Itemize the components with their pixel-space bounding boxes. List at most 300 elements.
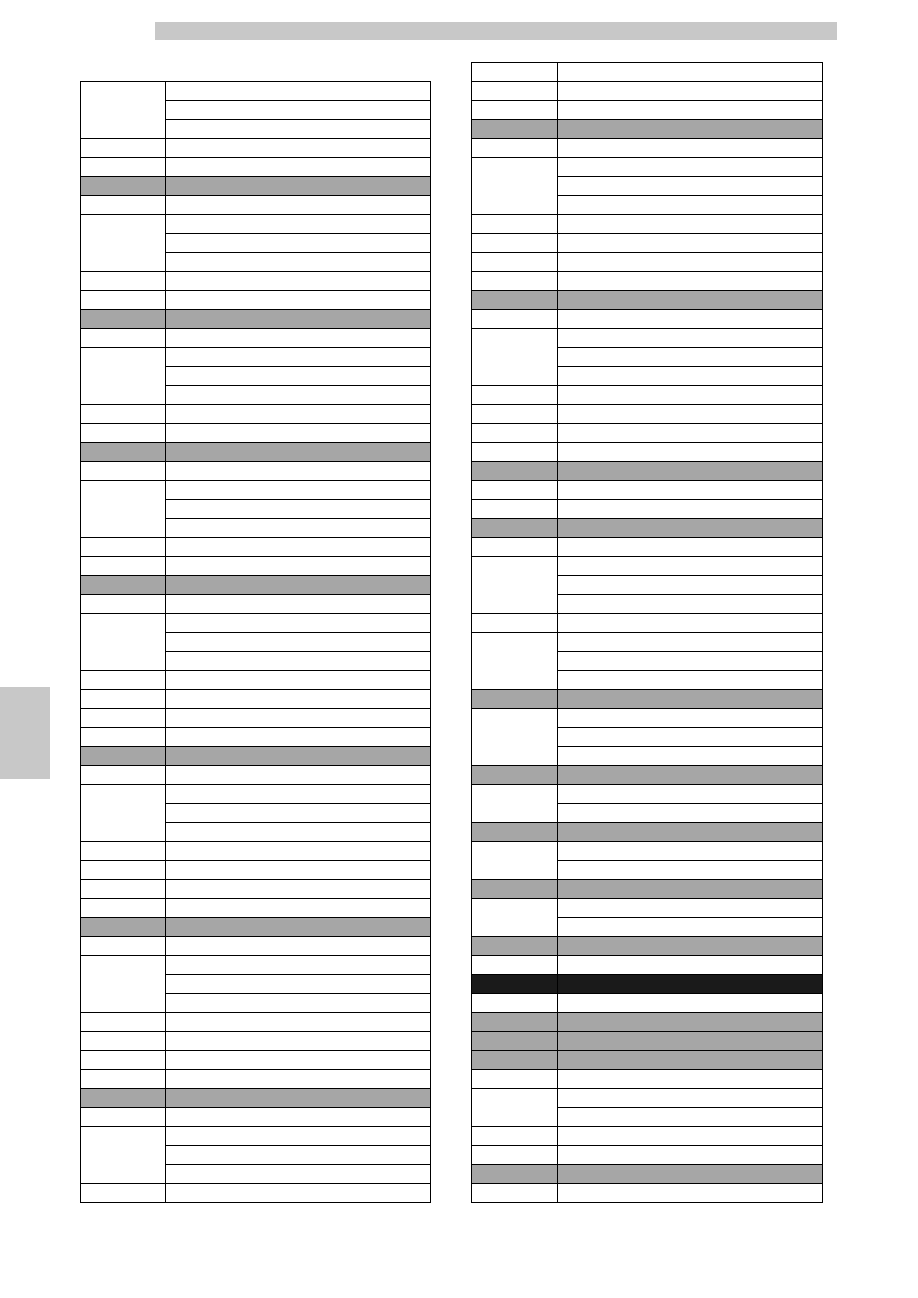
value-cell [166, 633, 431, 652]
value-cell [166, 1184, 431, 1203]
value-cell [558, 652, 823, 671]
value-cell [558, 576, 823, 595]
label-cell [472, 880, 558, 899]
label-cell [472, 1146, 558, 1165]
value-cell [558, 538, 823, 557]
section-header-row [472, 937, 823, 956]
table-row [81, 937, 431, 956]
value-cell [558, 101, 823, 120]
group-label-cell [81, 1127, 166, 1184]
label-cell [81, 880, 166, 899]
table-row [472, 234, 823, 253]
value-cell [558, 177, 823, 196]
table-row [472, 139, 823, 158]
section-header-row [472, 291, 823, 310]
value-cell [166, 177, 431, 196]
value-cell [166, 918, 431, 937]
table-row [472, 101, 823, 120]
value-cell [166, 595, 431, 614]
label-cell [472, 253, 558, 272]
left-table [80, 81, 431, 1203]
section-header-row [81, 310, 431, 329]
value-cell [558, 728, 823, 747]
value-cell [558, 443, 823, 462]
section-header-row [81, 177, 431, 196]
label-cell [81, 918, 166, 937]
value-cell [558, 956, 823, 975]
value-cell [558, 120, 823, 139]
label-cell [472, 1070, 558, 1089]
label-cell [81, 462, 166, 481]
table-row [472, 899, 823, 918]
value-cell [166, 766, 431, 785]
table-row [472, 785, 823, 804]
table-row [81, 671, 431, 690]
value-cell [166, 1013, 431, 1032]
label-cell [81, 1051, 166, 1070]
value-cell [558, 272, 823, 291]
table-row [472, 272, 823, 291]
value-cell [558, 82, 823, 101]
value-cell [558, 500, 823, 519]
value-cell [166, 1051, 431, 1070]
group-label-cell [472, 557, 558, 614]
table-row [472, 557, 823, 576]
table-row [81, 595, 431, 614]
table-row [472, 538, 823, 557]
value-cell [558, 1032, 823, 1051]
table-row [472, 82, 823, 101]
table-row [81, 1013, 431, 1032]
label-cell [81, 557, 166, 576]
table-row [81, 728, 431, 747]
value-cell [166, 234, 431, 253]
table-row [81, 462, 431, 481]
label-cell [81, 1108, 166, 1127]
table-row [81, 1127, 431, 1146]
section-header-row [81, 747, 431, 766]
label-cell [81, 291, 166, 310]
label-cell [81, 1089, 166, 1108]
group-label-cell [472, 329, 558, 386]
label-cell [472, 234, 558, 253]
label-cell [81, 937, 166, 956]
table-row [81, 1051, 431, 1070]
label-cell [81, 158, 166, 177]
label-cell [472, 937, 558, 956]
label-cell [81, 842, 166, 861]
value-cell [558, 519, 823, 538]
table-row [81, 272, 431, 291]
value-cell [558, 386, 823, 405]
value-cell [558, 1165, 823, 1184]
group-label-cell [81, 956, 166, 1013]
value-cell [558, 747, 823, 766]
table-row [81, 1032, 431, 1051]
value-cell [558, 310, 823, 329]
value-cell [166, 82, 431, 101]
value-cell [558, 880, 823, 899]
label-cell [472, 405, 558, 424]
group-label-cell [472, 633, 558, 690]
value-cell [166, 120, 431, 139]
label-cell [472, 291, 558, 310]
value-cell [166, 405, 431, 424]
label-cell [472, 386, 558, 405]
table-row [472, 709, 823, 728]
label-cell [81, 1070, 166, 1089]
table-row [81, 861, 431, 880]
label-cell [81, 595, 166, 614]
table-row [472, 443, 823, 462]
value-cell [558, 842, 823, 861]
value-cell [558, 405, 823, 424]
label-cell [81, 709, 166, 728]
label-cell [81, 861, 166, 880]
label-cell [472, 120, 558, 139]
value-cell [558, 994, 823, 1013]
value-cell [558, 785, 823, 804]
table-row [472, 1070, 823, 1089]
label-cell [81, 405, 166, 424]
label-cell [472, 215, 558, 234]
label-cell [472, 1184, 558, 1203]
value-cell [558, 291, 823, 310]
group-label-cell [472, 158, 558, 215]
value-cell [166, 310, 431, 329]
label-cell [472, 1165, 558, 1184]
section-header-row [472, 823, 823, 842]
section-header-row [81, 918, 431, 937]
table-row [81, 880, 431, 899]
label-cell [472, 538, 558, 557]
value-cell [558, 823, 823, 842]
table-row [472, 310, 823, 329]
section-header-row [472, 1013, 823, 1032]
table-row [81, 842, 431, 861]
label-cell [81, 766, 166, 785]
table-row [472, 633, 823, 652]
label-cell [81, 196, 166, 215]
value-cell [166, 481, 431, 500]
value-cell [166, 158, 431, 177]
value-cell [166, 937, 431, 956]
label-cell [472, 462, 558, 481]
value-cell [166, 614, 431, 633]
value-cell [558, 196, 823, 215]
label-cell [472, 101, 558, 120]
section-header-row [81, 1089, 431, 1108]
label-cell [472, 63, 558, 82]
value-cell [166, 1070, 431, 1089]
section-header-row [472, 1032, 823, 1051]
section-header-row [472, 519, 823, 538]
value-cell [558, 671, 823, 690]
value-cell [558, 424, 823, 443]
label-cell [81, 1013, 166, 1032]
value-cell [166, 899, 431, 918]
value-cell [558, 481, 823, 500]
value-cell [558, 1127, 823, 1146]
group-label-cell [81, 614, 166, 671]
table-row [81, 196, 431, 215]
value-cell [558, 557, 823, 576]
header-bar [155, 22, 837, 40]
value-cell [166, 994, 431, 1013]
table-row [81, 329, 431, 348]
value-cell [166, 842, 431, 861]
label-cell [472, 1127, 558, 1146]
label-cell [81, 310, 166, 329]
table-row [472, 956, 823, 975]
label-cell [472, 1051, 558, 1070]
label-cell [472, 272, 558, 291]
group-label-cell [472, 899, 558, 937]
table-row [472, 1127, 823, 1146]
value-cell [558, 1184, 823, 1203]
table-row [81, 785, 431, 804]
value-cell [166, 462, 431, 481]
section-header-row [472, 1165, 823, 1184]
table-row [472, 253, 823, 272]
label-cell [81, 728, 166, 747]
value-cell [166, 1032, 431, 1051]
value-cell [558, 1146, 823, 1165]
label-cell [81, 329, 166, 348]
label-cell [472, 500, 558, 519]
value-cell [166, 1146, 431, 1165]
group-label-cell [472, 842, 558, 880]
label-cell [472, 956, 558, 975]
value-cell [166, 804, 431, 823]
table-row [472, 424, 823, 443]
value-cell [166, 272, 431, 291]
label-cell [81, 272, 166, 291]
table-row [81, 557, 431, 576]
value-cell [558, 139, 823, 158]
table-row [81, 766, 431, 785]
table-row [472, 1089, 823, 1108]
table-row [81, 614, 431, 633]
value-cell [558, 367, 823, 386]
right-table [471, 62, 823, 1203]
value-cell [166, 386, 431, 405]
value-cell [166, 728, 431, 747]
value-cell [166, 671, 431, 690]
value-cell [558, 899, 823, 918]
value-cell [166, 956, 431, 975]
value-cell [166, 690, 431, 709]
side-section-tab [0, 687, 50, 779]
table-row [472, 329, 823, 348]
table-row [81, 424, 431, 443]
table-row [472, 614, 823, 633]
value-cell [558, 595, 823, 614]
value-cell [166, 367, 431, 386]
section-header-row [472, 766, 823, 785]
value-cell [166, 652, 431, 671]
label-cell [81, 671, 166, 690]
group-label-cell [472, 1089, 558, 1127]
label-cell [472, 443, 558, 462]
section-header-row [472, 880, 823, 899]
group-label-cell [472, 709, 558, 766]
section-header-row [472, 462, 823, 481]
value-cell [166, 557, 431, 576]
value-cell [558, 329, 823, 348]
value-cell [166, 443, 431, 462]
label-cell [81, 1184, 166, 1203]
table-row [81, 405, 431, 424]
value-cell [166, 196, 431, 215]
group-label-cell [81, 82, 166, 139]
label-cell [472, 690, 558, 709]
value-cell [166, 1089, 431, 1108]
value-cell [558, 215, 823, 234]
value-cell [558, 1108, 823, 1127]
table-row [81, 139, 431, 158]
label-cell [472, 975, 558, 994]
dark-header-row [472, 975, 823, 994]
value-cell [166, 253, 431, 272]
value-cell [558, 709, 823, 728]
section-header-row [472, 690, 823, 709]
table-row [81, 82, 431, 101]
value-cell [558, 348, 823, 367]
label-cell [472, 310, 558, 329]
value-cell [166, 880, 431, 899]
label-cell [81, 899, 166, 918]
label-cell [472, 614, 558, 633]
value-cell [558, 766, 823, 785]
value-cell [558, 861, 823, 880]
label-cell [472, 139, 558, 158]
value-cell [558, 918, 823, 937]
table-row [81, 1070, 431, 1089]
label-cell [81, 443, 166, 462]
section-header-row [472, 120, 823, 139]
label-cell [472, 994, 558, 1013]
table-row [472, 481, 823, 500]
value-cell [558, 1013, 823, 1032]
value-cell [558, 462, 823, 481]
table-row [472, 1146, 823, 1165]
label-cell [81, 424, 166, 443]
label-cell [81, 747, 166, 766]
value-cell [166, 348, 431, 367]
label-cell [472, 1032, 558, 1051]
label-cell [81, 177, 166, 196]
group-label-cell [472, 785, 558, 823]
value-cell [558, 1051, 823, 1070]
value-cell [166, 975, 431, 994]
value-cell [166, 329, 431, 348]
value-cell [166, 101, 431, 120]
value-cell [558, 158, 823, 177]
value-cell [166, 500, 431, 519]
value-cell [166, 823, 431, 842]
label-cell [472, 519, 558, 538]
value-cell [166, 424, 431, 443]
label-cell [81, 576, 166, 595]
value-cell [558, 1070, 823, 1089]
table-row [472, 1184, 823, 1203]
value-cell [558, 614, 823, 633]
table-row [81, 291, 431, 310]
label-cell [81, 690, 166, 709]
table-row [472, 63, 823, 82]
label-cell [472, 823, 558, 842]
value-cell [166, 861, 431, 880]
label-cell [81, 538, 166, 557]
table-row [81, 1184, 431, 1203]
section-header-row [472, 1051, 823, 1070]
value-cell [166, 747, 431, 766]
value-cell [166, 519, 431, 538]
value-cell [166, 538, 431, 557]
value-cell [558, 690, 823, 709]
value-cell [558, 1089, 823, 1108]
table-row [472, 386, 823, 405]
value-cell [558, 975, 823, 994]
table-row [472, 500, 823, 519]
value-cell [558, 234, 823, 253]
group-label-cell [81, 215, 166, 272]
section-header-row [81, 576, 431, 595]
group-label-cell [81, 481, 166, 538]
value-cell [166, 709, 431, 728]
value-cell [558, 937, 823, 956]
table-row [81, 690, 431, 709]
value-cell [166, 1108, 431, 1127]
group-label-cell [81, 785, 166, 842]
table-row [81, 348, 431, 367]
label-cell [472, 82, 558, 101]
table-row [472, 842, 823, 861]
value-cell [166, 785, 431, 804]
value-cell [166, 215, 431, 234]
value-cell [166, 139, 431, 158]
label-cell [472, 481, 558, 500]
table-row [472, 994, 823, 1013]
value-cell [558, 804, 823, 823]
table-row [81, 158, 431, 177]
value-cell [558, 633, 823, 652]
table-row [81, 1108, 431, 1127]
table-row [81, 899, 431, 918]
table-row [472, 215, 823, 234]
table-row [81, 481, 431, 500]
label-cell [81, 1032, 166, 1051]
table-row [81, 215, 431, 234]
section-header-row [81, 443, 431, 462]
value-cell [166, 576, 431, 595]
table-row [81, 538, 431, 557]
value-cell [166, 1127, 431, 1146]
table-row [81, 709, 431, 728]
value-cell [558, 253, 823, 272]
value-cell [166, 1165, 431, 1184]
label-cell [472, 424, 558, 443]
table-row [81, 956, 431, 975]
value-cell [166, 291, 431, 310]
table-row [472, 158, 823, 177]
value-cell [558, 63, 823, 82]
label-cell [472, 766, 558, 785]
label-cell [81, 139, 166, 158]
group-label-cell [81, 348, 166, 405]
label-cell [472, 1013, 558, 1032]
